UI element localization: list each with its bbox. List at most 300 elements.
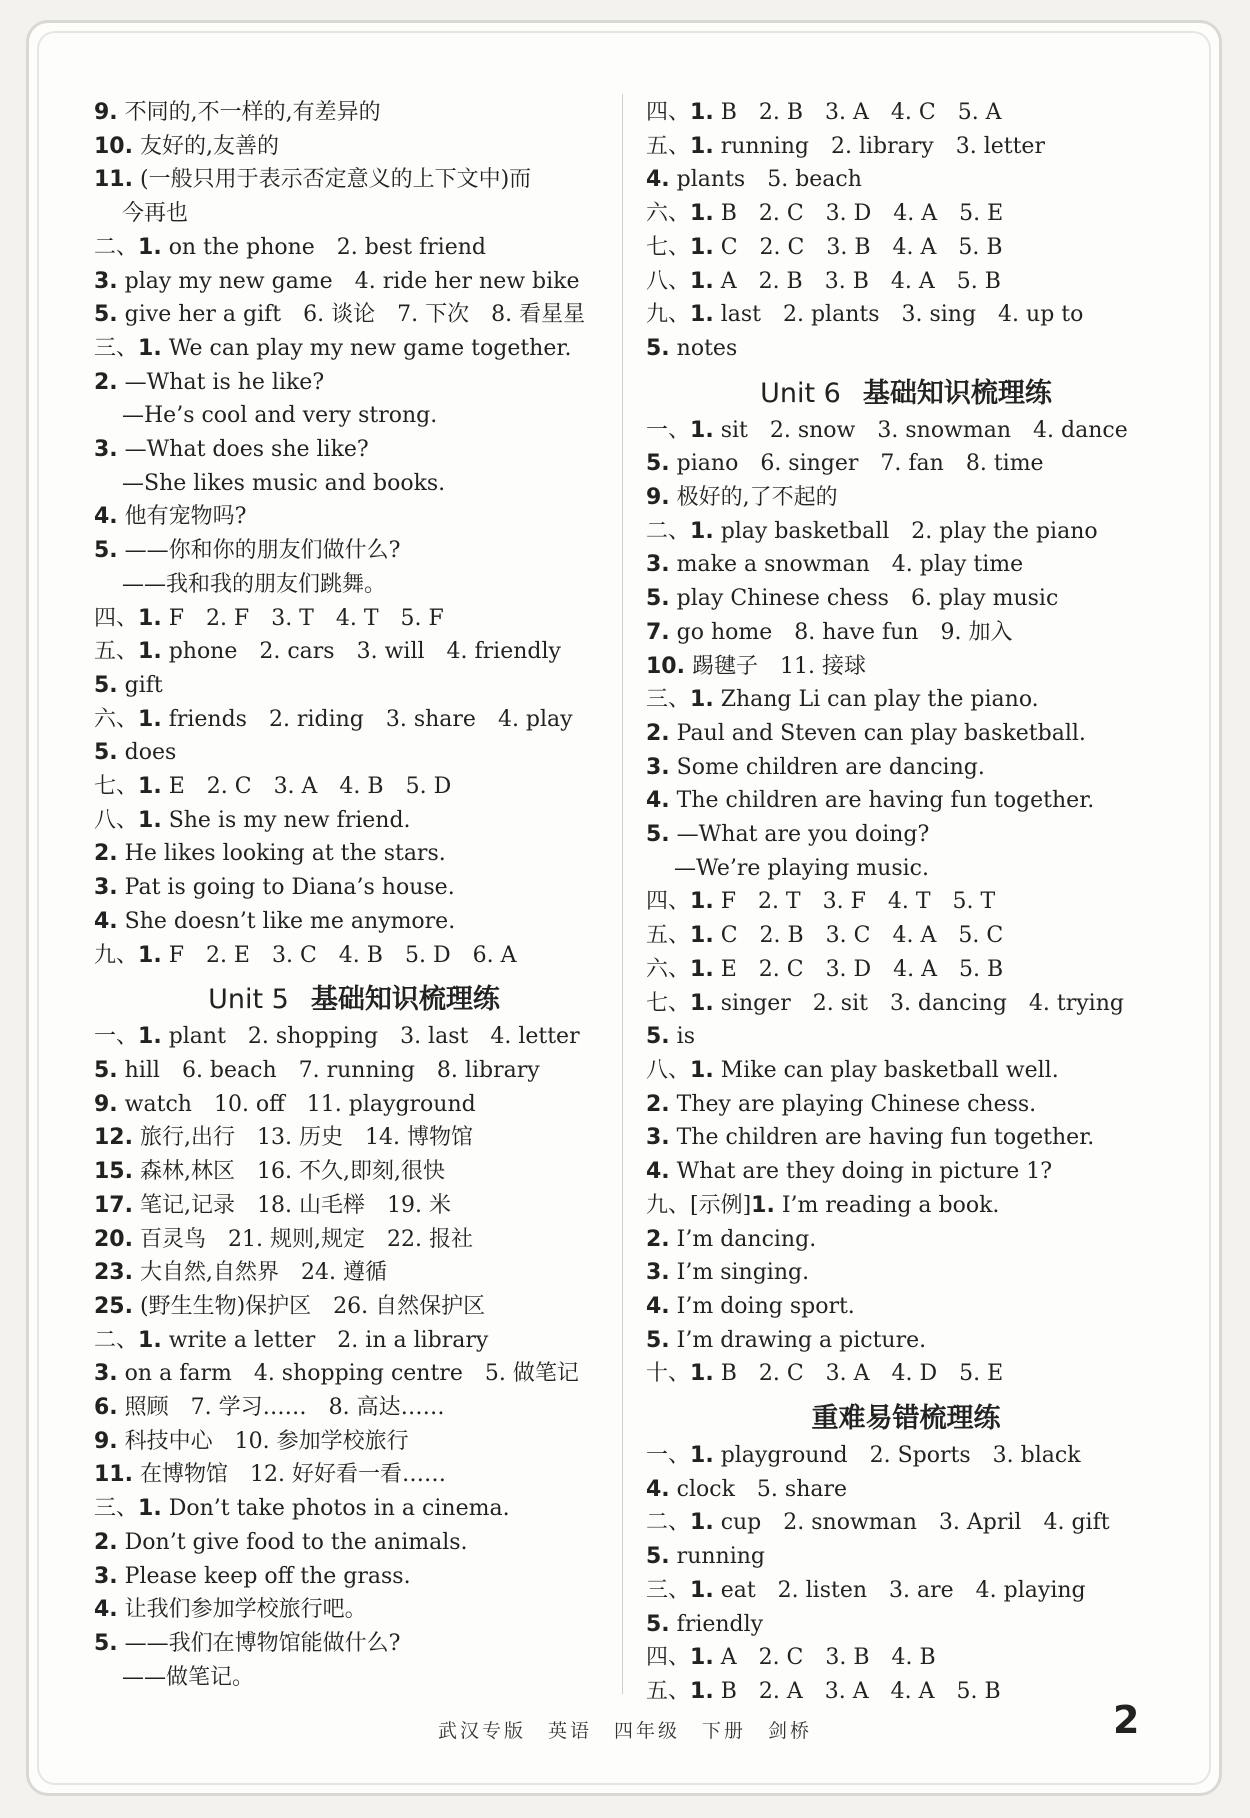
answer-text: —She likes music and books. — [122, 470, 446, 496]
answer-text: is — [676, 1024, 695, 1050]
section-prefix: 二、 — [94, 234, 139, 260]
answer-text: E 2. C 3. A 4. B 5. D — [168, 774, 452, 800]
answer-text: A 2. B 3. B 4. A 5. B — [720, 268, 1001, 294]
item-number: 5. — [646, 1544, 670, 1570]
answer-line — [646, 1574, 1166, 1608]
answer-line — [94, 500, 614, 534]
answer-line — [646, 1641, 1166, 1675]
answer-line — [94, 871, 614, 905]
answer-text: What are they doing in picture 1? — [676, 1159, 1053, 1185]
answer-text: I’m doing sport. — [676, 1293, 855, 1319]
answer-text: running — [676, 1544, 765, 1570]
answer-text: does — [124, 740, 177, 766]
answer-line — [94, 265, 614, 299]
answer-line — [94, 96, 614, 130]
answer-text: notes — [676, 335, 738, 361]
section-prefix: 三、 — [646, 687, 691, 713]
answer-text: 百灵鸟 21. 规则,规定 22. 报社 — [139, 1226, 473, 1252]
item-number: 1. — [690, 1057, 714, 1083]
item-number: 1. — [138, 605, 162, 631]
unit-label: Unit 5 — [208, 984, 289, 1016]
answer-line — [646, 1223, 1166, 1257]
answer-text: ——做笔记。 — [122, 1664, 255, 1690]
answer-line — [94, 231, 614, 265]
answer-text: 不同的,不一样的,有差异的 — [124, 100, 381, 125]
answer-text: 极好的,了不起的 — [676, 485, 838, 511]
answer-line — [646, 548, 1166, 582]
answer-line — [94, 602, 614, 636]
item-number: 1. — [690, 1645, 714, 1671]
answer-line — [646, 1439, 1166, 1473]
answer-line — [94, 1593, 614, 1627]
answer-text: 科技中心 10. 参加学校旅行 — [124, 1428, 409, 1454]
item-number: 5. — [646, 822, 670, 848]
answer-text: 大自然,自然界 24. 遵循 — [139, 1260, 387, 1286]
answer-line — [646, 1357, 1166, 1391]
answer-text: on a farm 4. shopping centre 5. 做笔记 — [124, 1361, 579, 1387]
item-number: 3. — [94, 1563, 118, 1589]
section-prefix: 八、 — [646, 1057, 691, 1083]
section-prefix: 四、 — [646, 889, 691, 915]
item-number: 5. — [94, 1057, 118, 1083]
answer-text: I’m drawing a picture. — [676, 1327, 927, 1353]
answer-line — [646, 1608, 1166, 1642]
answer-line — [646, 818, 1166, 852]
answer-line — [94, 1223, 614, 1257]
item-number: 7. — [646, 619, 670, 645]
item-number: 2. — [646, 1226, 670, 1252]
answer-text: plant 2. shopping 3. last 4. letter — [168, 1024, 580, 1050]
answer-line — [646, 1256, 1166, 1290]
item-number: 1. — [138, 234, 162, 260]
footer-text: 武汉专版 英语 四年级 下册 剑桥 — [437, 1720, 812, 1742]
answer-text: Mike can play basketball well. — [720, 1057, 1059, 1083]
item-number: 1. — [138, 1496, 162, 1522]
answer-text: 旅行,出行 13. 历史 14. 博物馆 — [139, 1125, 473, 1151]
answer-text: hill 6. beach 7. running 8. library — [124, 1057, 540, 1083]
answer-text: sit 2. snow 3. snowman 4. dance — [720, 417, 1128, 443]
answer-line — [646, 231, 1166, 265]
item-number: 1. — [690, 956, 714, 982]
answer-line — [94, 197, 614, 231]
answer-line — [94, 736, 614, 770]
item-number: 5. — [94, 538, 118, 564]
answer-line — [94, 905, 614, 939]
answer-text: go home 8. have fun 9. 加入 — [676, 619, 1013, 645]
answer-line — [94, 1391, 614, 1425]
item-number: 1. — [690, 990, 714, 1016]
answer-line — [94, 467, 614, 501]
answer-text: E 2. C 3. D 4. A 5. B — [720, 956, 1004, 982]
answer-text: singer 2. sit 3. dancing 4. trying — [720, 990, 1124, 1016]
answer-text: 他有宠物吗? — [124, 504, 247, 530]
answer-text: She doesn’t like me anymore. — [124, 908, 456, 934]
answer-line — [94, 433, 614, 467]
answer-line — [646, 265, 1166, 299]
answer-text: friends 2. riding 3. share 4. play — [168, 706, 573, 732]
item-number: 12. — [94, 1125, 133, 1151]
section-prefix: 六、 — [646, 201, 691, 227]
item-number: 4. — [646, 788, 670, 814]
item-number: 4. — [646, 1159, 670, 1185]
item-number: 4. — [94, 504, 118, 530]
answer-line — [94, 1020, 614, 1054]
answer-text: B 2. C 3. A 4. D 5. E — [720, 1361, 1004, 1387]
answer-text: friendly — [676, 1611, 764, 1637]
section-prefix: 七、 — [94, 774, 139, 800]
answer-line — [94, 1560, 614, 1594]
answer-text: A 2. C 3. B 4. B — [720, 1645, 936, 1671]
section-prefix: 一、 — [646, 417, 691, 443]
item-number: 23. — [94, 1260, 133, 1286]
answer-text: Don’t give food to the animals. — [124, 1529, 468, 1555]
answer-line — [646, 1155, 1166, 1189]
item-number: 1. — [690, 687, 714, 713]
item-number: 2. — [646, 1091, 670, 1117]
item-number: 5. — [94, 672, 118, 698]
answer-line — [646, 852, 1166, 886]
answer-text: last 2. plants 3. sing 4. up to — [720, 302, 1084, 328]
answer-line — [94, 1121, 614, 1155]
answer-line — [646, 1189, 1166, 1223]
section-prefix: 九、 — [94, 942, 139, 968]
answer-text: 让我们参加学校旅行吧。 — [124, 1597, 367, 1623]
answer-text: B 2. C 3. D 4. A 5. E — [720, 201, 1004, 227]
section-prefix: 一、 — [94, 1024, 139, 1050]
answer-text: gift — [124, 672, 163, 698]
answer-line — [646, 298, 1166, 332]
answer-line — [646, 616, 1166, 650]
item-number: 1. — [690, 1577, 714, 1603]
item-number: 1. — [138, 942, 162, 968]
answer-line — [646, 1121, 1166, 1155]
section-prefix: 三、 — [94, 1496, 139, 1522]
answer-line — [646, 1473, 1166, 1507]
answer-text: on the phone 2. best friend — [168, 234, 486, 260]
answer-line — [646, 1540, 1166, 1574]
item-number: 6. — [94, 1395, 118, 1421]
item-number: 15. — [94, 1159, 133, 1185]
item-number: 5. — [94, 1630, 118, 1656]
item-number: 5. — [646, 451, 670, 477]
answer-text: ——我们在博物馆能做什么? — [124, 1630, 401, 1656]
answer-line — [646, 885, 1166, 919]
section-prefix: 五、 — [94, 639, 139, 665]
answer-text: 森林,林区 16. 不久,即刻,很快 — [139, 1159, 445, 1185]
answer-text: write a letter 2. in a library — [168, 1327, 489, 1353]
answer-line — [94, 1155, 614, 1189]
answer-text: clock 5. share — [676, 1476, 848, 1502]
column-divider — [622, 94, 623, 1694]
answer-line — [646, 1506, 1166, 1540]
section-prefix: 二、 — [646, 1510, 691, 1536]
item-number: 2. — [94, 1529, 118, 1555]
item-number: 1. — [138, 639, 162, 665]
item-number: 3. — [94, 437, 118, 463]
answer-line — [94, 1458, 614, 1492]
item-number: 4. — [646, 167, 670, 193]
item-number: 1. — [690, 1678, 714, 1704]
answer-line — [94, 837, 614, 871]
section-prefix: 九、[示例] — [646, 1192, 752, 1218]
answer-line — [94, 332, 614, 366]
item-number: 9. — [646, 485, 670, 511]
section-prefix: 六、 — [646, 956, 691, 982]
answer-line — [94, 703, 614, 737]
item-number: 4. — [646, 1476, 670, 1502]
item-number: 4. — [646, 1293, 670, 1319]
answer-text: —We’re playing music. — [674, 855, 929, 881]
answer-text: Some children are dancing. — [676, 754, 985, 780]
item-number: 1. — [690, 518, 714, 544]
answer-text: phone 2. cars 3. will 4. friendly — [168, 639, 561, 665]
section-title — [646, 374, 1166, 414]
answer-line — [646, 515, 1166, 549]
section-heading: 重难易错梳理练 — [811, 1403, 1001, 1435]
answer-line — [94, 1189, 614, 1223]
answer-line — [646, 163, 1166, 197]
section-title — [646, 1399, 1166, 1439]
section-prefix: 二、 — [94, 1327, 139, 1353]
item-number: 1. — [751, 1192, 775, 1218]
item-number: 20. — [94, 1226, 133, 1252]
section-prefix: 二、 — [646, 518, 691, 544]
section-prefix: 三、 — [646, 1577, 691, 1603]
item-number: 9. — [94, 1091, 118, 1117]
answer-text: give her a gift 6. 谈论 7. 下次 8. 看星星 — [124, 302, 586, 328]
answer-text: F 2. E 3. C 4. B 5. D 6. A — [168, 942, 517, 968]
item-number: 3. — [646, 552, 670, 578]
item-number: 2. — [646, 720, 670, 746]
answer-text: ——你和你的朋友们做什么? — [124, 538, 401, 564]
section-prefix: 七、 — [646, 990, 691, 1016]
item-number: 1. — [138, 335, 162, 361]
item-number: 1. — [690, 133, 714, 159]
item-number: 17. — [94, 1192, 133, 1218]
answer-text: He likes looking at the stars. — [124, 841, 446, 867]
section-prefix: 十、 — [646, 1361, 691, 1387]
answer-text: Paul and Steven can play basketball. — [676, 720, 1086, 746]
item-number: 1. — [690, 1510, 714, 1536]
answer-line — [94, 1256, 614, 1290]
answer-text: Pat is going to Diana’s house. — [124, 875, 455, 901]
answer-text: 照顾 7. 学习…… 8. 高达…… — [124, 1395, 445, 1421]
answer-text: (野生生物)保护区 26. 自然保护区 — [139, 1293, 486, 1319]
answer-line — [646, 447, 1166, 481]
answer-text: running 2. library 3. letter — [720, 133, 1045, 159]
answer-text: piano 6. singer 7. fan 8. time — [676, 451, 1044, 477]
answer-text: We can play my new game together. — [168, 335, 572, 361]
answer-line — [94, 770, 614, 804]
answer-line — [94, 1492, 614, 1526]
item-number: 11. — [94, 1462, 133, 1488]
answer-line — [94, 1357, 614, 1391]
section-prefix: 五、 — [646, 1678, 691, 1704]
answer-text: play basketball 2. play the piano — [720, 518, 1098, 544]
answer-line — [94, 804, 614, 838]
answer-text: play Chinese chess 6. play music — [676, 586, 1059, 612]
unit-label: Unit 6 — [760, 377, 841, 409]
answer-text: She is my new friend. — [168, 807, 411, 833]
item-number: 25. — [94, 1293, 133, 1319]
section-prefix: 五、 — [646, 923, 691, 949]
item-number: 5. — [646, 1024, 670, 1050]
answer-text: The children are having fun together. — [676, 788, 1095, 814]
item-number: 4. — [94, 1597, 118, 1623]
answer-text: —What is he like? — [124, 369, 325, 395]
answer-text: 踢毽子 11. 接球 — [691, 653, 866, 679]
answer-line — [94, 1627, 614, 1661]
answer-text: 笔记,记录 18. 山毛榉 19. 米 — [139, 1192, 451, 1218]
item-number: 1. — [138, 1024, 162, 1050]
answer-text: —What does she like? — [124, 437, 369, 463]
answer-line — [94, 635, 614, 669]
answer-text: cup 2. snowman 3. April 4. gift — [720, 1510, 1110, 1536]
item-number: 5. — [646, 1611, 670, 1637]
item-number: 1. — [690, 302, 714, 328]
section-prefix: 八、 — [94, 807, 139, 833]
answer-line — [646, 1324, 1166, 1358]
answer-line — [94, 399, 614, 433]
answer-line — [646, 582, 1166, 616]
page-number: 2 — [1113, 1698, 1140, 1742]
answer-line — [646, 1675, 1166, 1709]
item-number: 3. — [94, 1361, 118, 1387]
answer-text: B 2. B 3. A 4. C 5. A — [720, 100, 1002, 125]
answer-line — [646, 1020, 1166, 1054]
answer-line — [646, 414, 1166, 448]
item-number: 1. — [690, 100, 714, 125]
answer-line — [646, 751, 1166, 785]
answer-line — [646, 1088, 1166, 1122]
item-number: 1. — [138, 774, 162, 800]
answer-text: I’m reading a book. — [781, 1192, 1000, 1218]
answer-text: The children are having fun together. — [676, 1125, 1095, 1151]
answer-line — [94, 669, 614, 703]
answer-line — [94, 568, 614, 602]
item-number: 1. — [690, 1443, 714, 1469]
item-number: 3. — [646, 1260, 670, 1286]
answer-line — [94, 366, 614, 400]
item-number: 4. — [94, 908, 118, 934]
answer-line — [646, 1054, 1166, 1088]
item-number: 10. — [94, 133, 133, 159]
section-prefix: 四、 — [94, 605, 139, 631]
item-number: 1. — [690, 201, 714, 227]
section-prefix: 九、 — [646, 302, 691, 328]
item-number: 3. — [94, 875, 118, 901]
answer-text: 友好的,友善的 — [139, 133, 279, 159]
right-column — [646, 96, 1166, 1709]
answer-text: watch 10. off 11. playground — [124, 1091, 476, 1117]
item-number: 1. — [690, 417, 714, 443]
answer-text: 在博物馆 12. 好好看一看…… — [139, 1462, 446, 1488]
answer-text: They are playing Chinese chess. — [676, 1091, 1037, 1117]
item-number: 1. — [690, 234, 714, 260]
answer-text: Don’t take photos in a cinema. — [168, 1496, 510, 1522]
item-number: 1. — [138, 807, 162, 833]
answer-text: ——我和我的朋友们跳舞。 — [122, 571, 387, 597]
answer-line — [646, 987, 1166, 1021]
answer-text: F 2. F 3. T 4. T 5. F — [168, 605, 444, 631]
section-prefix: 三、 — [94, 335, 139, 361]
answer-line — [646, 650, 1166, 684]
answer-text: play my new game 4. ride her new bike — [124, 268, 580, 294]
answer-text: —He’s cool and very strong. — [122, 403, 438, 429]
item-number: 3. — [646, 754, 670, 780]
item-number: 11. — [94, 167, 133, 193]
item-number: 1. — [690, 268, 714, 294]
answer-text: 今再也 — [122, 201, 189, 227]
item-number: 3. — [94, 268, 118, 294]
answer-line — [94, 1290, 614, 1324]
answer-text: plants 5. beach — [676, 167, 862, 193]
answer-text: Please keep off the grass. — [124, 1563, 411, 1589]
answer-text: F 2. T 3. F 4. T 5. T — [720, 889, 996, 915]
item-number: 1. — [690, 889, 714, 915]
item-number: 3. — [646, 1125, 670, 1151]
answer-text: B 2. A 3. A 4. A 5. B — [720, 1678, 1001, 1704]
answer-line — [646, 683, 1166, 717]
answer-text: (一般只用于表示否定意义的上下文中)而 — [139, 167, 532, 193]
answer-line — [646, 717, 1166, 751]
item-number: 2. — [94, 841, 118, 867]
item-number: 5. — [646, 586, 670, 612]
answer-line — [646, 130, 1166, 164]
item-number: 9. — [94, 1428, 118, 1454]
answer-line — [646, 332, 1166, 366]
answer-line — [94, 1526, 614, 1560]
item-number: 5. — [646, 335, 670, 361]
answer-text: C 2. B 3. C 4. A 5. C — [720, 923, 1004, 949]
answer-line — [94, 1661, 614, 1695]
answer-text: make a snowman 4. play time — [676, 552, 1024, 578]
item-number: 10. — [646, 653, 685, 679]
left-column — [94, 96, 614, 1694]
item-number: 9. — [94, 100, 118, 125]
item-number: 1. — [690, 923, 714, 949]
answer-line — [646, 953, 1166, 987]
section-heading: 基础知识梳理练 — [310, 984, 500, 1016]
answer-text: —What are you doing? — [676, 822, 930, 848]
section-heading: 基础知识梳理练 — [862, 377, 1052, 409]
section-prefix: 四、 — [646, 100, 691, 125]
section-prefix: 一、 — [646, 1443, 691, 1469]
answer-line — [94, 1425, 614, 1459]
answer-line — [94, 939, 614, 973]
answer-line — [94, 163, 614, 197]
answer-line — [94, 130, 614, 164]
item-number: 1. — [138, 1327, 162, 1353]
answer-line — [646, 96, 1166, 130]
answer-line — [646, 197, 1166, 231]
answer-text: I’m dancing. — [676, 1226, 817, 1252]
answer-text: eat 2. listen 3. are 4. playing — [720, 1577, 1086, 1603]
section-prefix: 八、 — [646, 268, 691, 294]
section-prefix: 五、 — [646, 133, 691, 159]
item-number: 1. — [690, 1361, 714, 1387]
section-prefix: 七、 — [646, 234, 691, 260]
section-title — [94, 980, 614, 1020]
answer-line — [94, 1324, 614, 1358]
answer-text: playground 2. Sports 3. black — [720, 1443, 1081, 1469]
answer-line — [94, 1088, 614, 1122]
answer-line — [94, 298, 614, 332]
item-number: 5. — [646, 1327, 670, 1353]
answer-text: I’m singing. — [676, 1260, 810, 1286]
answer-line — [646, 784, 1166, 818]
answer-text: Zhang Li can play the piano. — [720, 687, 1039, 713]
